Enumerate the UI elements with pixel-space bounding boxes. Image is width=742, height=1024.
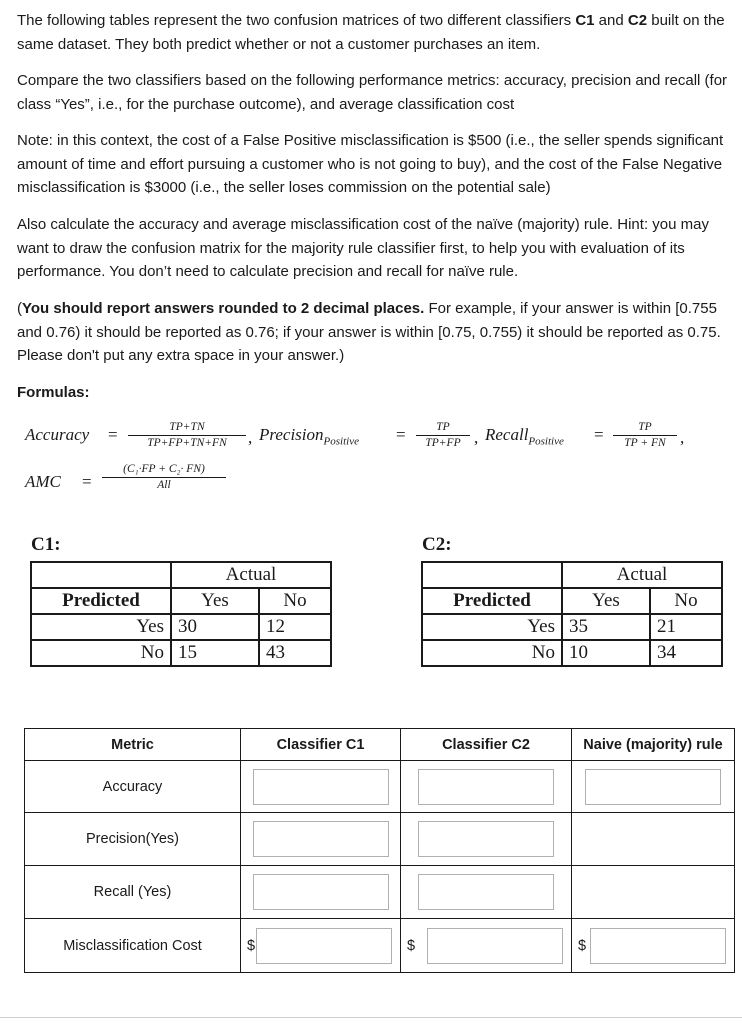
actual-header: Actual xyxy=(562,562,722,588)
c1-recall-cell xyxy=(241,866,401,919)
c2-matrix-label: C2: xyxy=(422,534,452,555)
intro-paragraph-1: The following tables represent the two confusion matrices of two different classifiers C1 and C2 built on the same dataset. They both predict whether or not a customer purchases an item. xyxy=(17,12,725,53)
naive-rule-paragraph: Also calculate the accuracy and average misclassification cost of the naïve (majority) rule. Hint: you may want to draw the confusion matrix for the majority rule classifier first, to help you with evaluation of its performance. You don’t need to calculate precision and recall for naïve rule. xyxy=(17,216,709,280)
c2-precision-input[interactable] xyxy=(418,821,554,857)
header-classifier-c1: Classifier C1 xyxy=(241,729,401,761)
naive-accuracy-cell xyxy=(572,761,735,813)
dollar-sign: $ xyxy=(247,937,256,954)
predicted-yes-label: Yes xyxy=(422,614,562,640)
empty-corner xyxy=(422,562,562,588)
dollar-sign: $ xyxy=(578,937,587,954)
actual-yes-header: Yes xyxy=(171,588,259,614)
c2-fp-cell: 21 xyxy=(650,614,722,640)
metric-misclassification-cost: Misclassification Cost xyxy=(25,919,241,973)
dollar-sign: $ xyxy=(407,937,416,954)
precision-numerator: TP xyxy=(416,421,470,436)
actual-no-header: No xyxy=(259,588,331,614)
c1-precision-input[interactable] xyxy=(253,821,389,857)
c1-accuracy-cell xyxy=(241,761,401,813)
accuracy-numerator: TP+TN xyxy=(128,421,246,436)
c1-recall-input[interactable] xyxy=(253,874,389,910)
predicted-no-label: No xyxy=(31,640,171,666)
actual-no-header: No xyxy=(650,588,722,614)
equals-sign: = xyxy=(82,472,92,491)
c2-cost-cell xyxy=(401,919,572,973)
c1-tp-cell: 30 xyxy=(171,614,259,640)
rounding-instructions: (You should report answers rounded to 2 decimal places. For example, if your answer is within [0.755 and 0.76) it should be reported as 0.76; if your answer is within [0.75, 0.755) it should be reported as 0.75. Please don't put any extra space in your answer.) xyxy=(17,300,721,364)
predicted-header: Predicted xyxy=(422,588,562,614)
c1-confusion-matrix xyxy=(30,561,332,667)
header-naive-rule: Naive (majority) rule xyxy=(572,729,735,761)
intro-paragraph-2: Compare the two classifiers based on the following performance metrics: accuracy, precision and recall (for class “Yes”, i.e., for the purchase outcome), and average classification cost xyxy=(17,72,728,113)
empty-corner xyxy=(31,562,171,588)
c1-fp-cell: 12 xyxy=(259,614,331,640)
predicted-yes-label: Yes xyxy=(31,614,171,640)
precision-denominator: TP+FP xyxy=(425,437,461,449)
equals-sign: = xyxy=(108,425,118,444)
table-row xyxy=(25,866,735,919)
header-metric: Metric xyxy=(25,729,241,761)
amc-denominator: All xyxy=(157,479,171,491)
c1-matrix-label: C1: xyxy=(31,534,61,555)
note-paragraph: Note: in this context, the cost of a False Positive misclassification is $500 (i.e., the seller spends significant amount of time and effort pursuing a customer who is not going to buy), and the cost of the False Negative misclassification is $3000 (i.e., the seller loses commission on the potential sale) xyxy=(17,132,724,196)
comma: , xyxy=(248,428,253,447)
c2-accuracy-cell xyxy=(401,761,572,813)
answer-table xyxy=(24,728,735,973)
naive-cost-input[interactable] xyxy=(590,928,726,964)
page-bottom-divider xyxy=(0,1017,742,1018)
table-row xyxy=(422,614,722,640)
accuracy-denominator: TP+FP+TN+FN xyxy=(147,437,227,449)
naive-recall-cell xyxy=(572,866,735,919)
header-classifier-c2: Classifier C2 xyxy=(401,729,572,761)
comma: , xyxy=(474,428,479,447)
formulas-label: Formulas: xyxy=(17,384,90,401)
actual-yes-header: Yes xyxy=(562,588,650,614)
amc-numerator: (C₁·FP + C₂· FN) xyxy=(102,463,226,478)
recall-numerator: TP xyxy=(613,421,677,436)
recall-denominator: TP + FN xyxy=(624,437,666,449)
predicted-header: Predicted xyxy=(31,588,171,614)
naive-cost-cell xyxy=(572,919,735,973)
naive-precision-cell xyxy=(572,813,735,866)
answer-header-row xyxy=(25,729,735,761)
c2-cost-input[interactable] xyxy=(427,928,563,964)
c2-fn-cell: 10 xyxy=(562,640,650,666)
predicted-no-label: No xyxy=(422,640,562,666)
table-row xyxy=(25,813,735,866)
comma: , xyxy=(680,428,685,447)
accuracy-symbol: Accuracy xyxy=(25,425,90,444)
c1-fn-cell: 15 xyxy=(171,640,259,666)
c1-cost-cell xyxy=(241,919,401,973)
c2-tn-cell: 34 xyxy=(650,640,722,666)
precision-fraction xyxy=(416,421,470,450)
metric-recall: Recall (Yes) xyxy=(25,866,241,919)
c1-cost-input[interactable] xyxy=(256,928,392,964)
naive-accuracy-input[interactable] xyxy=(585,769,721,805)
c1-precision-cell xyxy=(241,813,401,866)
c2-precision-cell xyxy=(401,813,572,866)
accuracy-fraction xyxy=(128,421,246,450)
metric-precision: Precision(Yes) xyxy=(25,813,241,866)
recall-fraction xyxy=(613,421,677,450)
actual-header: Actual xyxy=(171,562,331,588)
table-row xyxy=(31,640,331,666)
recall-symbol: Recall$_{Positive}$ xyxy=(485,425,564,448)
metric-accuracy: Accuracy xyxy=(25,761,241,813)
c2-recall-input[interactable] xyxy=(418,874,554,910)
equals-sign: = xyxy=(396,425,406,444)
c2-recall-cell xyxy=(401,866,572,919)
table-row xyxy=(31,614,331,640)
table-row xyxy=(25,761,735,813)
amc-fraction xyxy=(102,463,226,492)
table-row xyxy=(25,919,735,973)
amc-symbol: AMC xyxy=(25,472,61,491)
c2-tp-cell: 35 xyxy=(562,614,650,640)
table-row xyxy=(422,640,722,666)
precision-symbol: Precision$_{Positive}$ xyxy=(259,425,359,448)
c1-accuracy-input[interactable] xyxy=(253,769,389,805)
equals-sign: = xyxy=(594,425,604,444)
c2-accuracy-input[interactable] xyxy=(418,769,554,805)
c2-confusion-matrix xyxy=(421,561,723,667)
c1-tn-cell: 43 xyxy=(259,640,331,666)
